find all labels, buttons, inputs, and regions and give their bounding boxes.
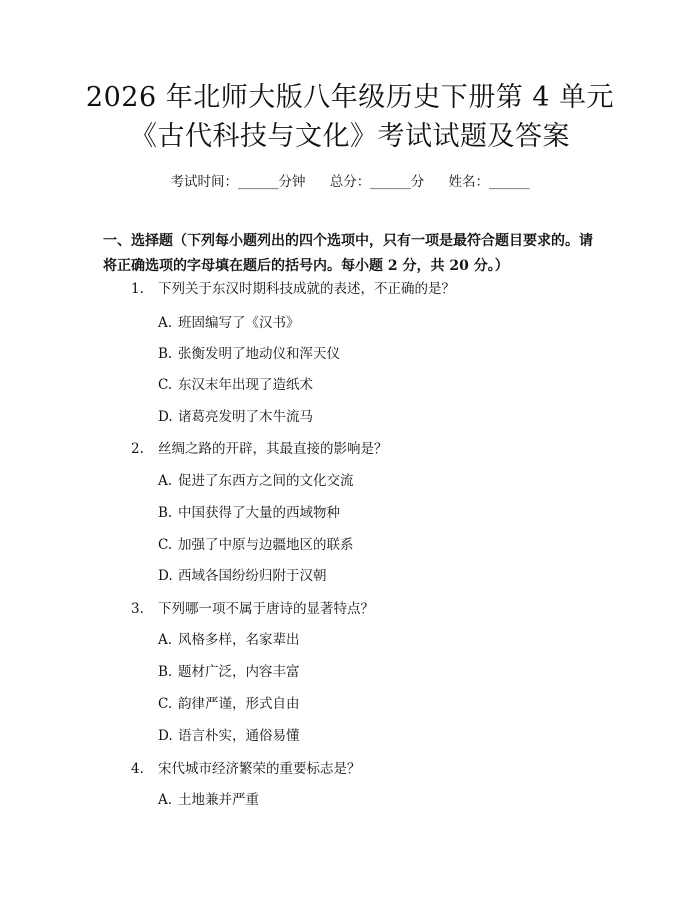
option-letter: C. [158,377,173,393]
student-name-blank: ______ [489,174,530,190]
option-letter: A. [158,473,173,489]
question-3-option-a [158,634,300,648]
option-text: 加强了中原与边疆地区的联系 [178,537,354,553]
option-text: 班固编写了《汉书》 [178,315,300,331]
option-text: 促进了东西方之间的文化交流 [178,473,354,489]
total-score-label: 总分： [329,174,371,190]
option-letter: D. [158,568,173,584]
option-text: 土地兼并严重 [178,792,259,808]
option-letter: A. [158,632,173,648]
student-name-label: 姓名： [448,174,490,190]
option-letter: C. [158,696,173,712]
total-score-field [330,170,425,190]
exam-time-field [170,170,305,190]
total-score-blank: ______ [370,174,411,190]
option-text: 张衡发明了地动仪和浑天仪 [178,346,340,362]
option-text: 西域各国纷纷归附于汉朝 [178,568,327,584]
question-text: 宋代城市经济繁荣的重要标志是？ [158,761,361,777]
question-3-option-d [158,730,300,744]
question-text: 丝绸之路的开辟，其最直接的影响是？ [158,441,388,457]
option-letter: B. [158,664,173,680]
option-letter: D. [158,409,173,425]
exam-time-blank: ______ [237,174,279,190]
exam-time-label: 考试时间： [170,174,238,190]
total-score-unit: 分 [410,174,425,190]
option-letter: A. [158,315,173,331]
exam-meta-row [0,170,700,190]
question-3 [131,603,374,617]
option-text: 东汉末年出现了造纸术 [178,377,313,393]
question-1-option-b [158,348,340,362]
exam-time-unit: 分钟 [278,174,306,190]
section-heading: 一、选择题（下列每小题列出的四个选项中，只有一项是最符合题目要求的。请将正确选项的字母填在题后的括号内。每小题 2 分，共 20 分。） [103,233,593,274]
option-text: 中国获得了大量的西域物种 [178,505,340,521]
question-1-option-d [158,411,313,425]
question-number: 2. [131,441,144,457]
option-text: 风格多样，名家辈出 [178,632,300,648]
question-2 [131,443,388,457]
option-text: 语言朴实，通俗易懂 [178,728,300,744]
option-letter: C. [158,537,173,553]
question-number: 3. [131,601,144,617]
exam-title-line-2: 《古代科技与文化》考试试题及答案 [130,121,570,152]
question-text: 下列哪一项不属于唐诗的显著特点？ [158,601,374,617]
question-1-option-c [158,379,313,393]
question-2-option-d [158,570,327,584]
question-3-option-c [158,698,300,712]
student-name-field [449,170,530,190]
question-number: 1. [131,281,144,297]
option-letter: B. [158,505,173,521]
question-4-option-a [158,794,259,808]
question-2-option-c [158,539,354,553]
question-3-option-b [158,666,300,680]
question-4 [131,763,361,777]
question-2-option-b [158,507,340,521]
option-letter: A. [158,792,173,808]
option-text: 诸葛亮发明了木牛流马 [178,409,313,425]
option-letter: D. [158,728,173,744]
exam-title-line-1: 2026 年北师大版八年级历史下册第 4 单元 [85,82,615,113]
option-text: 韵律严谨，形式自由 [178,696,300,712]
question-number: 4. [131,761,144,777]
question-1-option-a [158,317,300,331]
question-2-option-a [158,475,354,489]
question-1 [131,283,455,297]
option-letter: B. [158,346,173,362]
option-text: 题材广泛，内容丰富 [178,664,300,680]
question-text: 下列关于东汉时期科技成就的表述，不正确的是？ [158,281,455,297]
